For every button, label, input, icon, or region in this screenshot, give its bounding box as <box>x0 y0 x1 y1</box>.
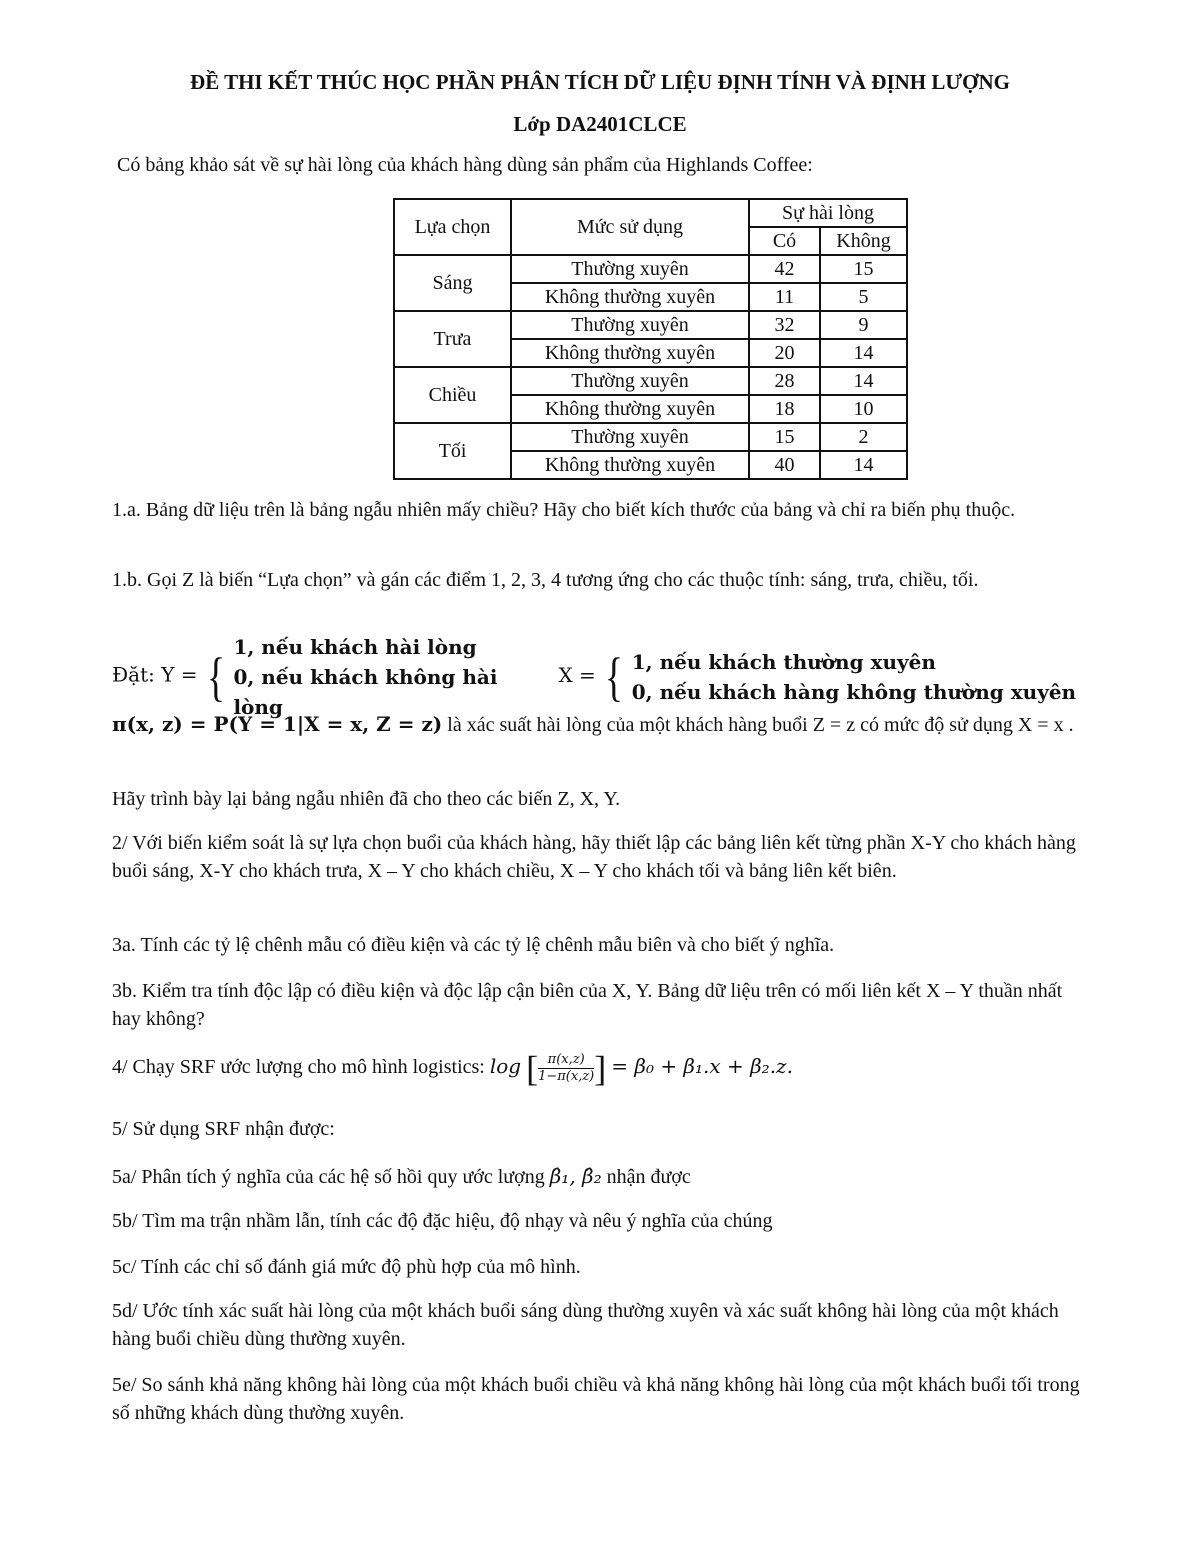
row-yes: 11 <box>749 283 820 311</box>
row-no: 5 <box>820 283 907 311</box>
row-no: 10 <box>820 395 907 423</box>
row-usage: Thường xuyên <box>511 423 749 451</box>
row-usage: Thường xuyên <box>511 311 749 339</box>
q4-left-bracket: [ <box>526 1048 539 1089</box>
pi-formula: π(x, z) = P(Y = 1|X = x, Z = z) <box>112 712 443 736</box>
q4-denominator: 1−π(x,z) <box>538 1069 595 1084</box>
question-5d: 5d/ Ước tính xác suất hài lòng của một khách buổi sáng dùng thường xuyên và xác suất không hài lòng của một khách hàng buổi chiều dùng thường xuyên. <box>112 1300 1059 1350</box>
table-row <box>394 255 907 283</box>
row-choice: Chiều <box>394 367 511 423</box>
q4-fraction <box>538 1052 594 1085</box>
row-choice: Sáng <box>394 255 511 311</box>
row-choice: Tối <box>394 423 511 479</box>
y-cases <box>233 632 523 722</box>
row-usage: Không thường xuyên <box>511 395 749 423</box>
header-no: Không <box>820 227 907 255</box>
row-yes: 32 <box>749 311 820 339</box>
question-3a: 3a. Tính các tỷ lệ chênh mẫu có điều kiện và các tỷ lệ chênh mẫu biên và cho biết ý nghĩa. <box>112 934 835 956</box>
row-yes: 15 <box>749 423 820 451</box>
q4-right-bracket: ] <box>594 1048 607 1089</box>
question-5b: 5b/ Tìm ma trận nhầm lẫn, tính các độ đặc hiệu, độ nhạy và nêu ý nghĩa của chúng <box>112 1210 773 1232</box>
question-3b: 3b. Kiểm tra tính độc lập có điều kiện và độc lập cận biên của X, Y. Bảng dữ liệu trên có mối liên kết X – Y thuần nhất hay không? <box>112 980 1063 1030</box>
header-yes: Có <box>749 227 820 255</box>
brace-x: { <box>604 647 623 707</box>
q4-rhs: = β₀ + β₁.x + β₂.z. <box>611 1054 793 1079</box>
question-5: 5/ Sử dụng SRF nhận được: <box>112 1118 335 1140</box>
survey-table <box>393 198 908 480</box>
row-no: 14 <box>820 367 907 395</box>
q5a-math: β̂₁, β̂₂ <box>549 1164 602 1188</box>
question-5e: 5e/ So sánh khả năng không hài lòng của một khách buổi chiều và khả năng không hài lòng của một khách buổi tối trong số những khách dùng thường xuyên. <box>112 1374 1080 1424</box>
question-4 <box>112 1048 1087 1089</box>
q4-numerator: π(x,z) <box>538 1052 594 1069</box>
row-yes: 18 <box>749 395 820 423</box>
row-yes: 40 <box>749 451 820 479</box>
y-case-0: 0, nếu khách không hài lòng <box>233 665 498 719</box>
x-case-0: 0, nếu khách hàng không thường xuyên <box>631 680 1077 704</box>
header-choice: Lựa chọn <box>394 199 511 255</box>
table-row <box>394 367 907 395</box>
row-no: 14 <box>820 451 907 479</box>
row-no: 14 <box>820 339 907 367</box>
q4-text: 4/ Chạy SRF ước lượng cho mô hình logistics: <box>112 1056 490 1079</box>
x-label: X = <box>558 662 596 687</box>
question-5a <box>112 1162 1087 1191</box>
row-no: 2 <box>820 423 907 451</box>
row-usage: Thường xuyên <box>511 367 749 395</box>
y-case-1: 1, nếu khách hài lòng <box>233 635 477 659</box>
question-1b: 1.b. Gọi Z là biến “Lựa chọn” và gán các điểm 1, 2, 3, 4 tương ứng cho các thuộc tính: sáng, trưa, chiều, tối. <box>112 569 979 591</box>
pi-text: là xác suất hài lòng của một khách hàng buổi Z = z có mức độ sử dụng X = x . <box>442 714 1074 736</box>
q5a-post: nhận được <box>601 1166 691 1188</box>
row-yes: 20 <box>749 339 820 367</box>
row-choice: Trưa <box>394 311 511 367</box>
x-cases <box>632 647 1076 707</box>
pi-definition <box>112 710 1087 739</box>
row-usage: Không thường xuyên <box>511 283 749 311</box>
variable-definitions <box>112 632 1087 719</box>
row-yes: 42 <box>749 255 820 283</box>
class-code: Lớp DA2401CLCE <box>513 112 687 136</box>
header-usage: Mức sử dụng <box>511 199 749 255</box>
question-1a: 1.a. Bảng dữ liệu trên là bảng ngẫu nhiên mấy chiều? Hãy cho biết kích thước của bảng và chỉ ra biến phụ thuộc. <box>112 499 1016 521</box>
table-row <box>394 311 907 339</box>
q4-log: log <box>489 1054 522 1079</box>
question-2: 2/ Với biến kiểm soát là sự lựa chọn buổi của khách hàng, hãy thiết lập các bảng liên kết từng phần X-Y cho khách hàng buổi sáng, X-Y cho khách trưa, X – Y cho khách chiều, X – Y cho khách tối và bảng liên kết biên. <box>112 832 1076 882</box>
header-satisfaction: Sự hài lòng <box>749 199 907 227</box>
q5a-pre: 5a/ Phân tích ý nghĩa của các hệ số hồi quy ước lượng <box>112 1166 550 1188</box>
x-case-1: 1, nếu khách thường xuyên <box>631 650 936 674</box>
row-usage: Không thường xuyên <box>511 451 749 479</box>
row-no: 15 <box>820 255 907 283</box>
question-1c: Hãy trình bày lại bảng ngẫu nhiên đã cho theo các biến Z, X, Y. <box>112 788 621 810</box>
question-5c: 5c/ Tính các chỉ số đánh giá mức độ phù hợp của mô hình. <box>112 1256 581 1278</box>
row-yes: 28 <box>749 367 820 395</box>
row-no: 9 <box>820 311 907 339</box>
intro-text: Có bảng khảo sát về sự hài lòng của khách hàng dùng sản phẩm của Highlands Coffee: <box>117 154 813 176</box>
brace-y: { <box>206 647 225 707</box>
row-usage: Thường xuyên <box>511 255 749 283</box>
row-usage: Không thường xuyên <box>511 339 749 367</box>
table-row <box>394 423 907 451</box>
define-label: Đặt: Y = <box>112 662 198 687</box>
exam-title: ĐỀ THI KẾT THÚC HỌC PHẦN PHÂN TÍCH DỮ LIỆU ĐỊNH TÍNH VÀ ĐỊNH LƯỢNG <box>190 70 1010 94</box>
